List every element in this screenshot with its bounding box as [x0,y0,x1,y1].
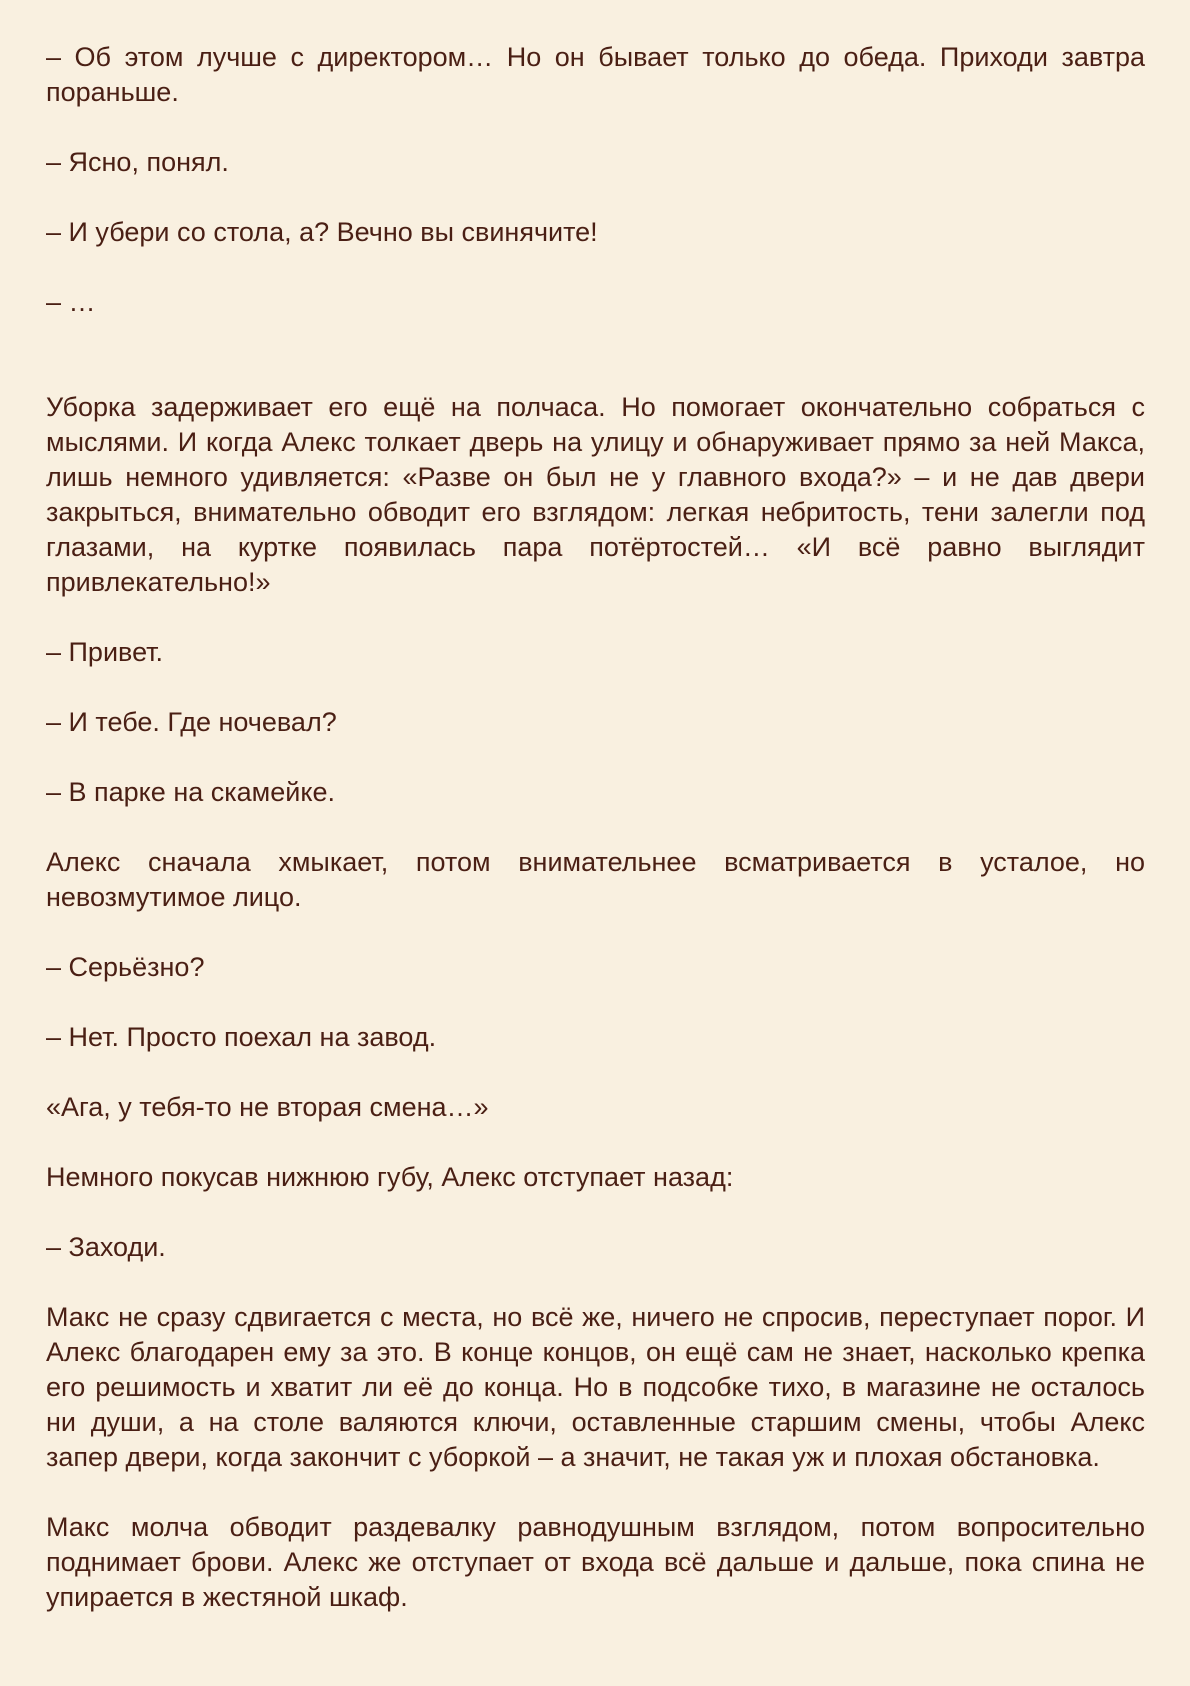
paragraph-8: – В парке на скамейке. [46,777,335,807]
paragraph-5: Уборка задерживает его ещё на полчаса. Но помогает окончательно собраться с мыслями. И когда Алекс толкает дверь на улицу и обнаруживает прямо за ней Макса, лишь немного удивляется: «Разве он был не у главного входа?» – и не дав двери закрыться, внимательно обводит его взглядом: легкая небритость, тени залегли под глазами, на куртке появилась пара потёртостей… «И всё равно выглядит привлекательно!» [46,392,1145,597]
paragraph-15: Макс не сразу сдвигается с места, но всё же, ничего не спросив, переступает порог. И Алекс благодарен ему за это. В конце концов, он ещё сам не знает, насколько крепка его решимость и хватит ли её до конца. Но в подсобке тихо, в магазине не осталось ни души, а на столе валяются ключи, оставленные старшим смены, чтобы Алекс запер двери, когда закончит с уборкой – а значит, не такая уж и плохая обстановка. [46,1302,1145,1472]
paragraph-14: – Заходи. [46,1232,166,1262]
paragraph-16: Макс молча обводит раздевалку равнодушным взглядом, потом вопросительно поднимает брови. Алекс же отступает от входа всё дальше и дальше, пока спина не упирается в жестяной шкаф. [46,1512,1145,1612]
paragraph-3: – И убери со стола, а? Вечно вы свинячите! [46,217,598,247]
paragraph-12: «Ага, у тебя-то не вторая смена…» [46,1092,489,1122]
paragraph-9: Алекс сначала хмыкает, потом внимательнее всматривается в усталое, но невозмутимое лицо. [46,847,1145,912]
paragraph-6: – Привет. [46,637,164,667]
paragraph-11: – Нет. Просто поехал на завод. [46,1022,437,1052]
paragraph-1: – Об этом лучше с директором… Но он бывает только до обеда. Приходи завтра пораньше. [46,42,1145,107]
paragraph-2: – Ясно, понял. [46,147,229,177]
paragraph-10: – Серьёзно? [46,952,205,982]
paragraph-7: – И тебе. Где ночевал? [46,707,337,737]
paragraph-13: Немного покусав нижнюю губу, Алекс отступает назад: [46,1162,734,1192]
paragraph-4: – … [46,287,96,317]
